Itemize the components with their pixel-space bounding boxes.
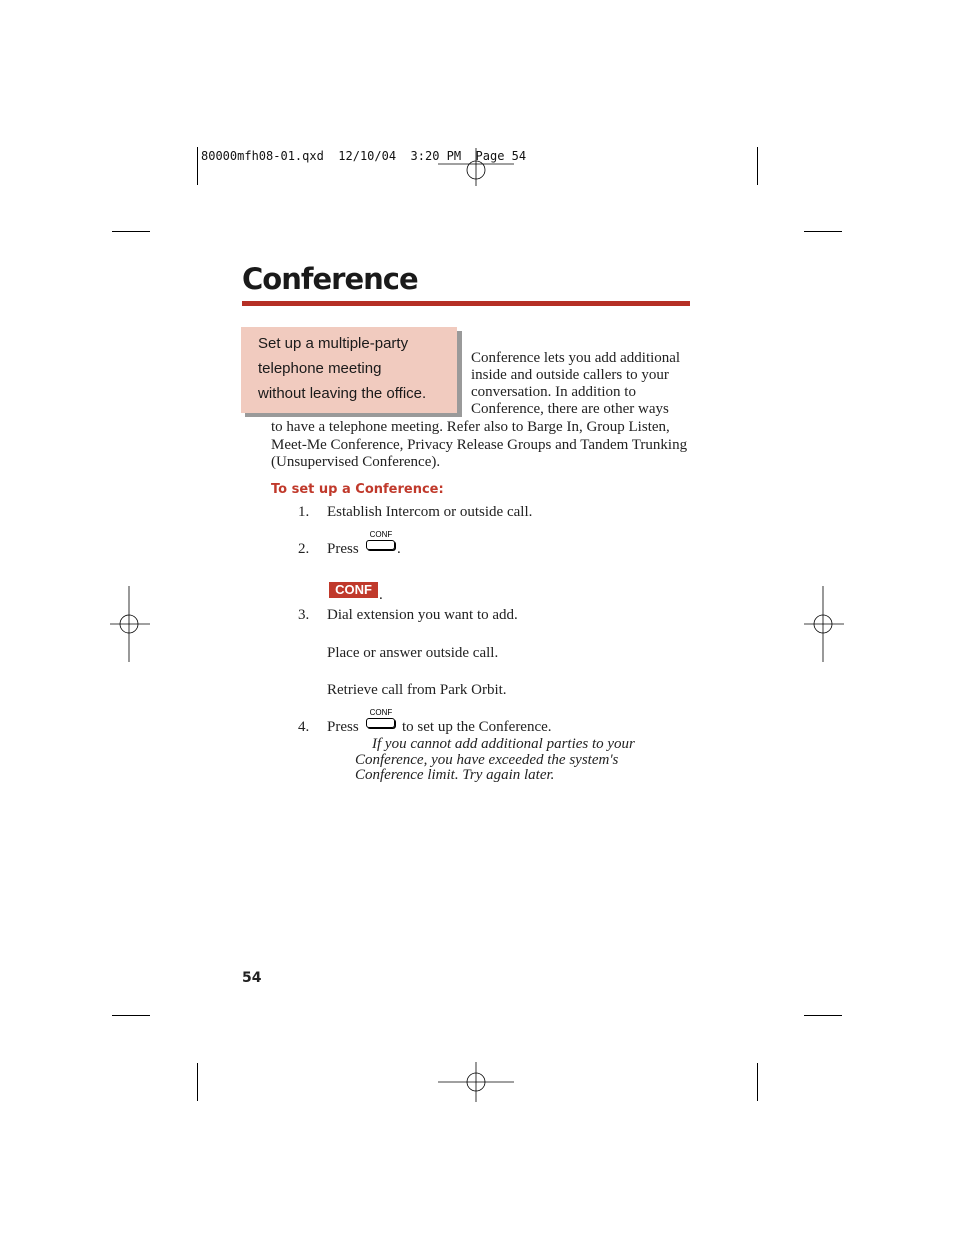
- step-text: Press: [327, 541, 359, 557]
- badge-after: [379, 587, 383, 604]
- italic-note: If you cannot add additional parties to your Conference, you have exceeded the system's Conference limit. Try again later.: [355, 736, 635, 784]
- step-text: Retrieve call from Park Orbit.: [327, 682, 507, 698]
- intro-paragraph-continued: to have a telephone meeting. Refer also to Barge In, Group Listen, Meet-Me Conference, Privacy Release Groups and Tandem Trunking (Unsupervised Conference).: [271, 419, 688, 470]
- callout-line: telephone meeting: [258, 360, 382, 377]
- crop-mark-top-left-h: [112, 231, 150, 232]
- crop-mark-top-left-v: [197, 147, 198, 185]
- step-text-after: to set up the Conference.: [402, 719, 552, 735]
- intro-paragraph-right: Conference lets you add additional inside and outside callers to your conversation. In addition to Conference, there are other ways: [471, 350, 681, 417]
- crop-mark-bottom-left-h: [112, 1015, 150, 1016]
- procedure-heading: To set up a Conference:: [271, 482, 444, 497]
- conf-key-icon: [366, 530, 396, 552]
- step-text-after: .: [397, 541, 401, 557]
- page-number: 54: [242, 970, 262, 986]
- crop-mark-bottom-right-v: [757, 1063, 758, 1101]
- callout-box: [241, 327, 457, 413]
- registration-mark-left-icon: [110, 586, 150, 662]
- step-number: 2.: [298, 541, 310, 557]
- crop-mark-top-right-h: [804, 231, 842, 232]
- conf-key-icon: [366, 708, 396, 730]
- step-text: Press: [327, 719, 359, 735]
- key-label: CONF: [369, 530, 393, 539]
- page-title: Conference: [242, 262, 418, 296]
- registration-mark-right-icon: [804, 586, 844, 662]
- conf-display-badge: CONF: [329, 582, 378, 598]
- crop-mark-bottom-right-h: [804, 1015, 842, 1016]
- step-text: Establish Intercom or outside call.: [327, 504, 533, 520]
- print-slug: 80000mfh08-01.qxd 12/10/04 3:20 PM Page 54: [201, 149, 527, 163]
- step-text: Dial extension you want to add.: [327, 607, 518, 623]
- badge-period: .: [379, 587, 383, 603]
- crop-mark-top-right-v: [757, 147, 758, 185]
- callout-line: without leaving the office.: [258, 385, 427, 402]
- step-text: Place or answer outside call.: [327, 645, 499, 661]
- crop-mark-bottom-left-v: [197, 1063, 198, 1101]
- step-number: 4.: [298, 719, 310, 735]
- step-number: 1.: [298, 504, 310, 520]
- callout-line: Set up a multiple-party: [258, 335, 409, 352]
- title-rule: [242, 301, 690, 306]
- key-label: CONF: [369, 708, 393, 717]
- step-number: 3.: [298, 607, 310, 623]
- registration-mark-bottom-icon: [438, 1062, 514, 1102]
